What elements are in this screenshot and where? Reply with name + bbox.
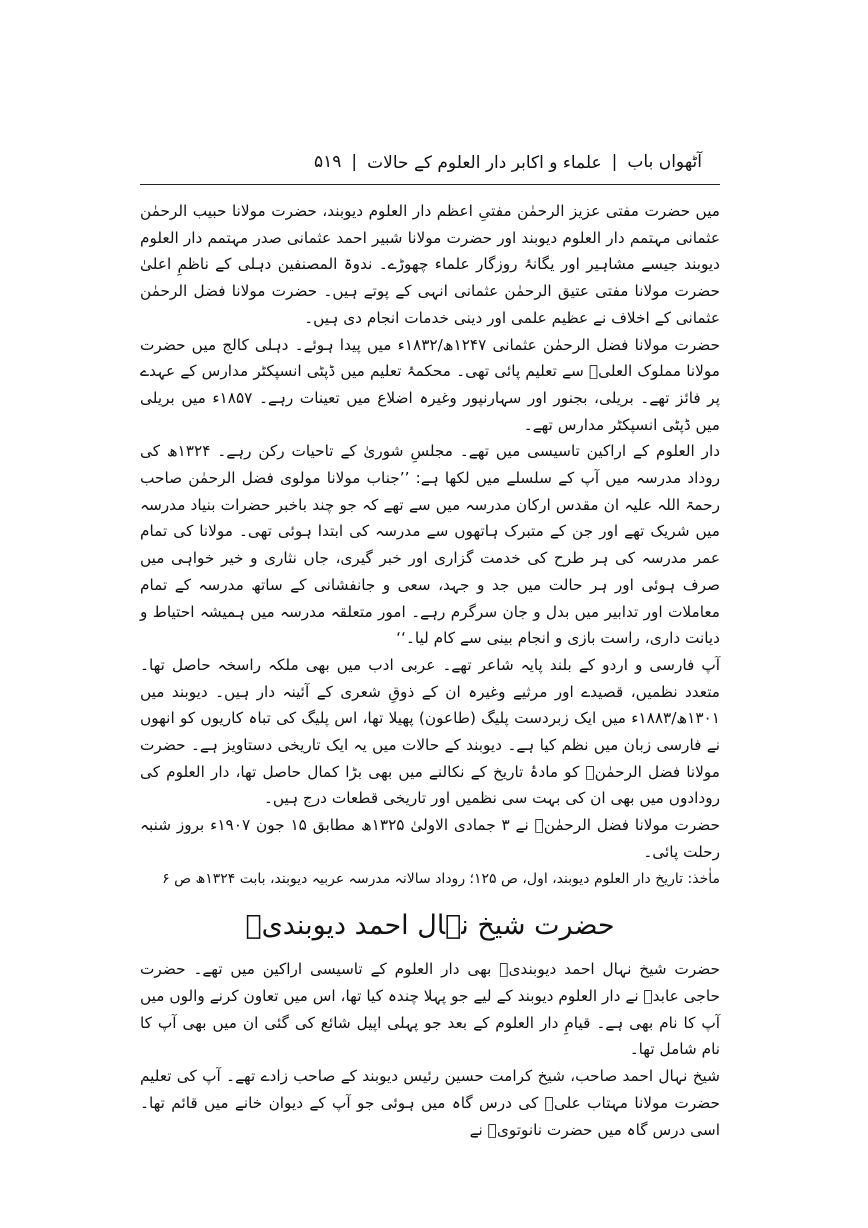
paragraph: آپ فارسی و اردو کے بلند پایہ شاعر تھے۔ عربی ادب میں بھی ملکہ راسخہ حاصل تھا۔ متعدد نظمیں، قصیدے اور مرثیے وغیرہ ان کے ذوقِ شعری کے آئینہ دار ہیں۔ دیوبند میں ۱۳۰۱ھ/۱۸۸۳ء میں ایک زبردست پلیگ (طاعون) پھیلا تھا، اس پلیگ کی تباہ کاریوں کو انھوں نے فارسی زبان میں نظم کیا ہے۔ دیوبند کے حالات میں یہ ایک تاریخی دستاویز ہے۔ حضرت مولانا فضل الرحمٰنؒ کو مادۂ تاریخ کے نکالنے میں بھی بڑا کمال حاصل تھا، دار العلوم کی رودادوں میں بھی ان کی بہت سی نظمیں اور تاریخی قطعات درج ہیں۔ — [140, 655, 720, 808]
chapter-label: آٹھواں باب — [627, 152, 702, 172]
page-number: ۵۱۹ — [314, 152, 342, 172]
header-rule — [140, 184, 720, 185]
header-separator: | — [611, 152, 618, 172]
paragraph: دار العلوم کے اراکین تاسیسی میں تھے۔ مجلسِ شوریٰ کے تاحیات رکن رہے۔ ۱۳۲۴ھ کی روداد مدرسہ میں آپ کے سلسلے میں لکھا ہے: ’’جناب مولانا مولوی فضل الرحمٰن صاحب رحمۃ اللہ علیہ ان مقدس ارکان مدرسہ میں سے تھے کہ جو چند باخبر حضرات بنیاد مدرسہ میں شریک تھے اور جن کے متبرک ہاتھوں سے مدرسہ کی ابتدا ہوئی تھی۔ مولانا کی تمام عمر مدرسہ کی ہر طرح کی خدمت گزاری اور خبر گیری، جاں نثاری و خیر خواہی میں صرف ہوئی اور ہر حالت میں جد و جہد، سعی و جانفشانی کے ساتھ مدرسہ کے تمام معاملات اور تدابیر میں بدل و جان سرگرم رہے۔ امور متعلقہ مدرسہ میں ہمیشہ احتیاط و دیانت داری، راست بازی و انجام بینی سے کام لیا۔‘‘ — [140, 442, 720, 648]
paragraph: حضرت مولانا فضل الرحمٰن عثمانی ۱۲۴۷ھ/۱۸۳۲ء میں پیدا ہوئے۔ دہلی کالج میں حضرت مولانا مملوک العلیؒ سے تعلیم پائی تھی۔ محکمۂ تعلیم میں ڈپٹی انسپکٹر مدارس کے عہدے پر فائز تھے۔ بریلی، بجنور اور سہارنپور وغیرہ اضلاع میں تعینات رہے۔ ۱۸۵۷ء میں بریلی میں ڈپٹی انسپکٹر مدارس تھے۔ — [140, 335, 720, 434]
paragraph: حضرت مولانا فضل الرحمٰنؒ نے ۳ جمادی الاولیٰ ۱۳۲۵ھ مطابق ۱۵ جون ۱۹۰۷ء بروز شنبہ رحلت پائی۔ — [140, 816, 720, 861]
paragraph: میں حضرت مفتی عزیز الرحمٰن مفتیِ اعظم دار العلوم دیوبند، حضرت مولانا حبیب الرحمٰن عثمانی مہتمم دار العلوم دیوبند اور حضرت مولانا شبیر احمد عثمانی صدر مہتمم دار العلوم دیوبند جیسے مشاہیر اور یگانۂ روزگار علماء چھوڑے۔ ندوۃ المصنفین دہلی کے ناظمِ اعلیٰ حضرت مولانا مفتی عتیق الرحمٰن عثمانی انہی کے پوتے ہیں۔ حضرت مولانا فضل الرحمٰن عثمانی کے اخلاف نے عظیم علمی اور دینی خدمات انجام دی ہیں۔ — [140, 202, 720, 327]
header-separator: | — [351, 152, 358, 172]
paragraph: شیخ نہال احمد صاحب، شیخ کرامت حسین رئیس دیوبند کے صاحب زادے تھے۔ آپ کی تعلیم حضرت مولانا مہتاب علیؒ کی درس گاہ میں ہوئی جو آپ کے دیوان خانے میں قائم تھا۔ اسی درس گاہ میں حضرت نانوتویؒ نے — [140, 1067, 720, 1139]
paragraph: حضرت شیخ نہال احمد دیوبندیؒ بھی دار العلوم کے تاسیسی اراکین میں تھے۔ حضرت حاجی عابدؒ نے دار العلوم دیوبند کے لیے جو پہلا چندہ کیا تھا، اس میں تعاون کرنے والوں میں آپ کا نام بھی ہے۔ قیامِ دار العلوم کے بعد جو پہلی اپیل شائع کی گئی ان میں بھی آپ کا نام شامل تھا۔ — [140, 960, 720, 1059]
section-heading: حضرت شیخ نہال احمد دیوبندیؒ — [245, 910, 615, 942]
page-body — [140, 198, 720, 1143]
source-note: ماٰخذ: تاریخ دار العلوم دیوبند، اول، ص ۱۲۵؛ روداد سالانہ مدرسہ عربیہ دیوبند، بابت ۱۳۲۴ھ ص ۶ — [162, 870, 720, 887]
running-header — [142, 142, 702, 182]
chapter-title: علماء و اکابر دار العلوم کے حالات — [367, 152, 602, 173]
